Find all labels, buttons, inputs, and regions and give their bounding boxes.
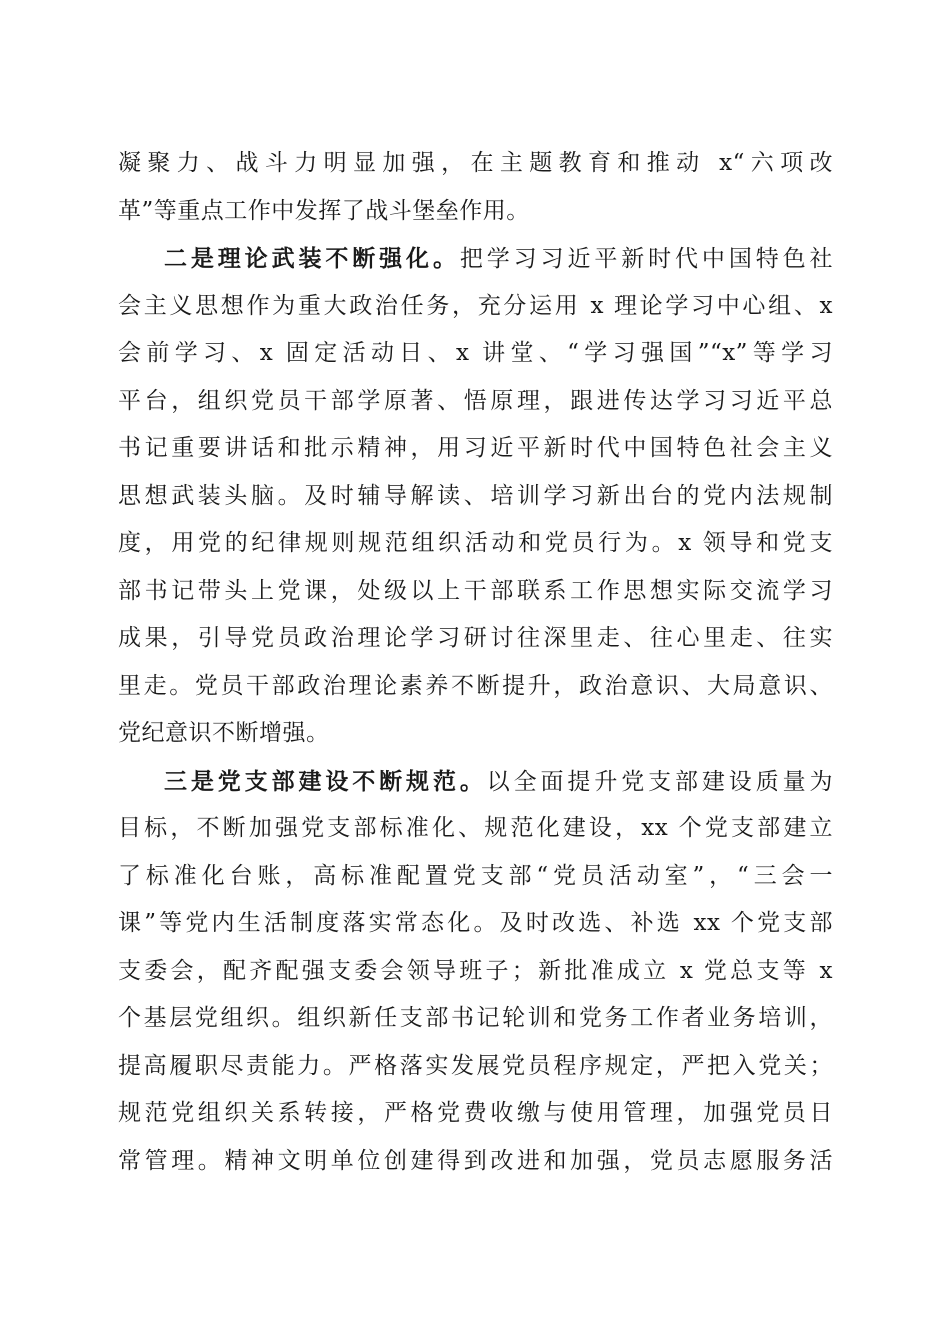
paragraph-2-lead: 二是理论武装不断强化。 xyxy=(164,245,460,272)
paragraph-2-line-2: 会主义思想作为重大政治任务，充分运用 x 理论学习中心组、x xyxy=(118,292,833,319)
paragraph-3-line-2: 目标，不断加强党支部标准化、规范化建设，xx 个党支部建立 xyxy=(118,815,833,841)
paragraph-3-line-4: 课”等党内生活制度落实常态化。及时改选、补选 xx 个党支部 xyxy=(118,910,833,936)
paragraph-2-line-6: 思想武装头脑。及时辅导解读、培训学习新出台的党内法规制 xyxy=(118,482,833,509)
paragraph-2-line-5: 书记重要讲话和批示精神，用习近平新时代中国特色社会主义 xyxy=(118,435,833,461)
paragraph-2-line-11: 党纪意识不断增强。 xyxy=(118,720,330,746)
paragraph-3-line-8: 规范党组织关系转接，严格党费收缴与使用管理，加强党员日 xyxy=(118,1100,833,1126)
paragraph-3-lead: 三是党支部建设不断规范。 xyxy=(164,767,487,795)
paragraph-2-first-rest: 把学习习近平新时代中国特色社 xyxy=(459,246,833,272)
paragraph-3-line-5: 支委会，配齐配强支委会领导班子；新批准成立 x 党总支等 x xyxy=(118,957,833,984)
paragraph-2-line-8: 部书记带头上党课，处级以上干部联系工作思想实际交流学习 xyxy=(118,577,833,604)
paragraph-1-line-2: 革”等重点工作中发挥了战斗堡垒作用。 xyxy=(118,197,530,224)
paragraph-2-line-3: 会前学习、x 固定活动日、x 讲堂、“学习强国”“x”等学习 xyxy=(118,340,833,366)
paragraph-3-line-6: 个基层党组织。组织新任支部书记轮训和党务工作者业务培训， xyxy=(118,1005,833,1031)
paragraph-2-line-9: 成果，引导党员政治理论学习研讨往深里走、往心里走、往实 xyxy=(118,625,833,651)
paragraph-2-line-7: 度，用党的纪律规则规范组织活动和党员行为。x 领导和党支 xyxy=(118,530,833,556)
paragraph-1-line-1: 凝聚力、战斗力明显加强，在主题教育和推动 x“六项改 xyxy=(118,150,833,176)
paragraph-2-line-10: 里走。党员干部政治理论素养不断提升，政治意识、大局意识、 xyxy=(118,672,833,699)
paragraph-3-line-3: 了标准化台账，高标准配置党支部“党员活动室”，“三会一 xyxy=(118,862,833,889)
paragraph-2-line-4: 平台，组织党员干部学原著、悟原理，跟进传达学习习近平总 xyxy=(118,387,833,414)
paragraph-3-line-1 xyxy=(118,758,833,806)
paragraph-3-first-rest: 以全面提升党支部建设质量为 xyxy=(486,768,833,795)
paragraph-3-line-9: 常管理。精神文明单位创建得到改进和加强，党员志愿服务活 xyxy=(118,1147,833,1174)
body-text xyxy=(118,140,833,1185)
paragraph-3-line-7: 提高履职尽责能力。严格落实发展党员程序规定，严把入党关； xyxy=(118,1052,833,1079)
paragraph-2-line-1 xyxy=(118,235,833,283)
